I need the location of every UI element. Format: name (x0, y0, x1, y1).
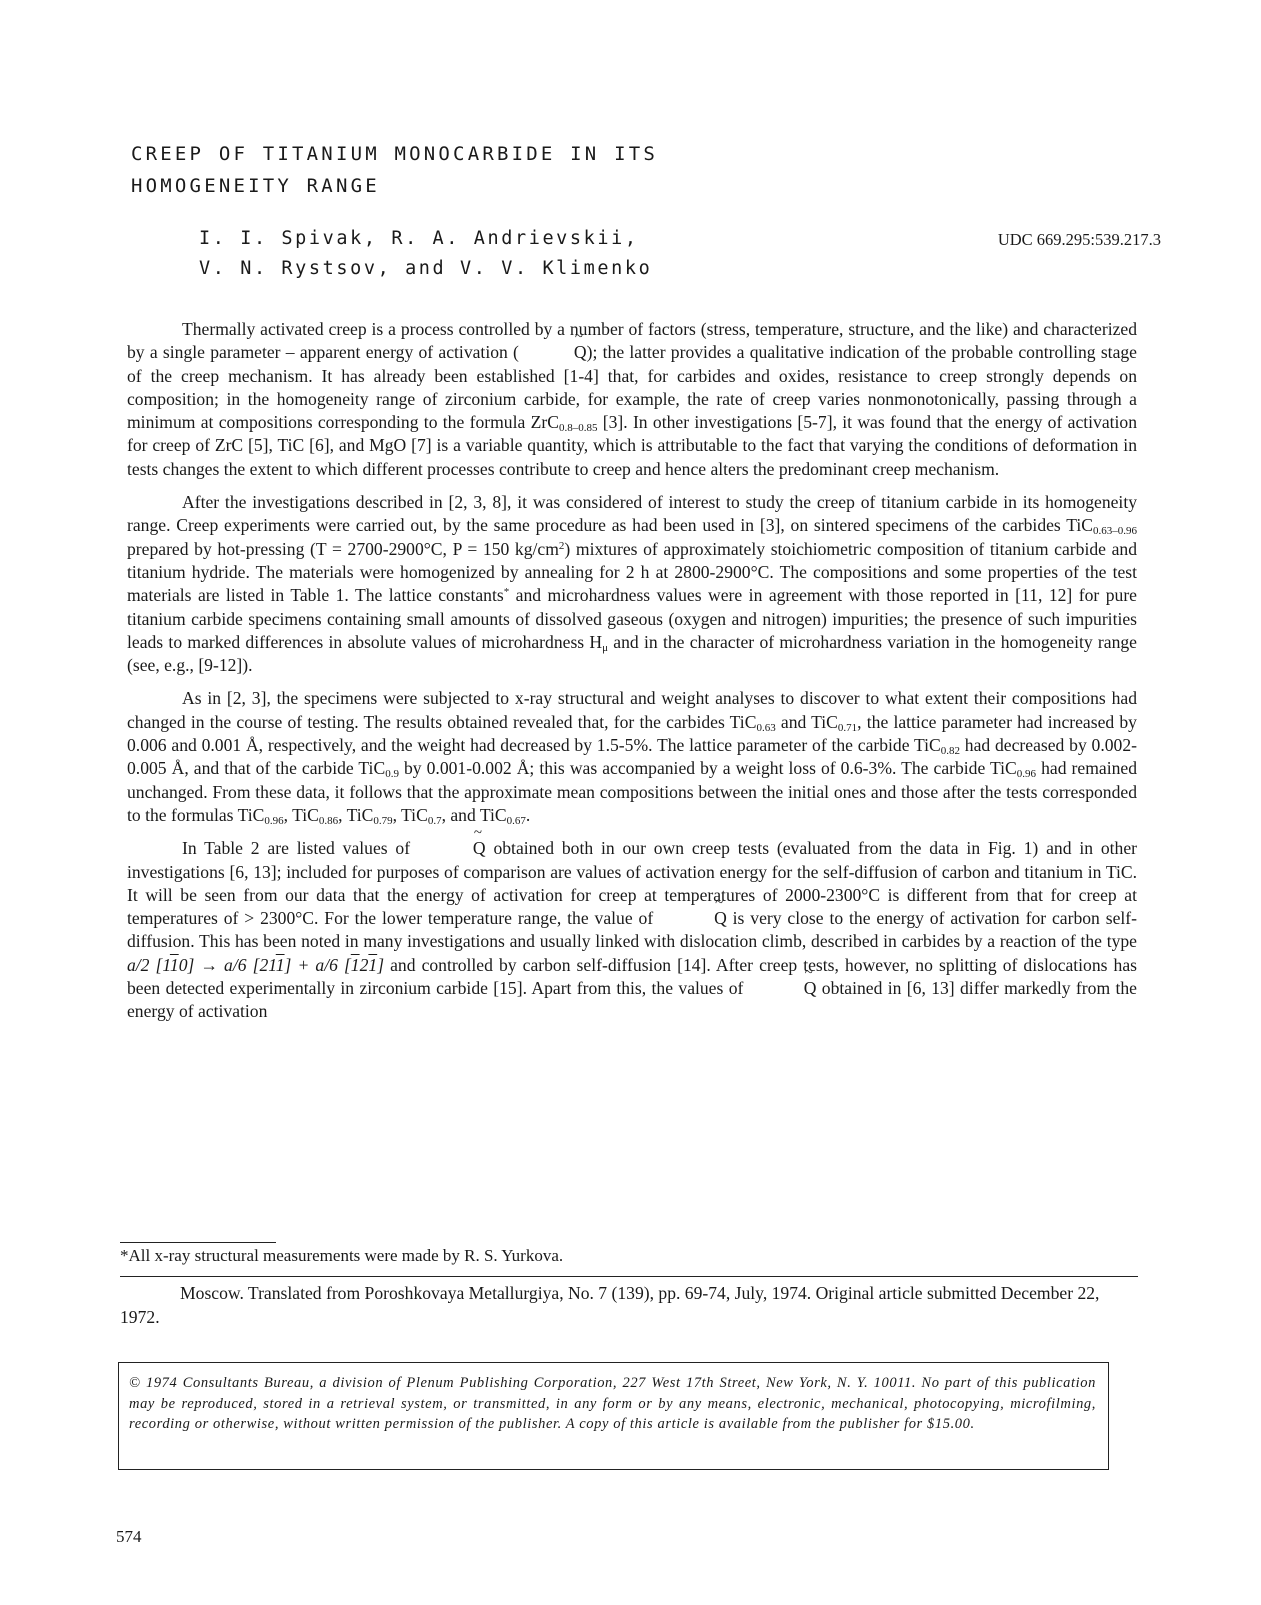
page-number: 574 (116, 1527, 142, 1546)
title-line-2: HOMOGENEITY RANGE (131, 175, 380, 197)
authors-line-2: V. N. Rystsov, and V. V. Klimenko (199, 258, 653, 279)
author-list (199, 224, 652, 284)
title-line-1: CREEP OF TITANIUM MONOCARBIDE IN ITS (131, 143, 659, 165)
article-body (127, 318, 1137, 1034)
footnote: *All x-ray structural measurements were made by R. S. Yurkova. (120, 1246, 564, 1265)
footnote-marker: * (503, 586, 510, 599)
publication-note: Moscow. Translated from Poroshkovaya Metallurgiya, No. 7 (139), pp. 69-74, July, 1974. Original article submitted December 22, 1972. (120, 1283, 1100, 1327)
paragraph-2: After the investigations described in [2, 3, 8], it was considered of interest to study the creep of titanium carbide in its homogeneity range. Creep experiments were carried out, by the same procedure as had been used in [3], on sintered specimens of the carbides TiC$_{0.63-0.96}$ prepared by hot-pressing (T = 2700-2900°C, P = 150 $kg/cm^2$) mixtures of approximately stoichiometric composition of titanium carbide and titanium hydride. The materials were homogenized by annealing for 2 h at 2800-2900°C. The compositions and some properties of the test materials are listed in Table 1. The lattice constants* and microhardness values were in agreement with those reported in [11, 12] for pure titanium carbide specimens containing small amounts of dissolved gaseous (oxygen and nitrogen) impurities; the presence of such impurities leads to marked differences in absolute values of microhardness $H_\mu$ and in the character of microhardness variation in the homogeneity range (see, e.g., [9-12]). (127, 492, 1137, 676)
q-tilde-symbol: ~ Q (418, 837, 486, 860)
udc-code: UDC 669.295:539.217.3 (997, 230, 1161, 249)
article-title (131, 138, 931, 202)
publication-divider (120, 1276, 1138, 1277)
authors-line-1: I. I. Spivak, R. A. Andrievskii, (199, 228, 639, 249)
footnote-divider (120, 1242, 276, 1243)
q-tilde-symbol: ~ Q (749, 977, 817, 1000)
paragraph-4: In Table 2 are listed values of ~ Q obtained both in our own creep tests (evaluated from the data in Fig. 1) and in other investigations [6, 13]; included for purposes of comparison are values of activation energy for the self-diffusion of carbon and titanium in TiC. It will be seen from our data that the energy of activation for creep at temperatures of 2000-2300°C is different from that for creep at temperatures of > 2300°C. For the lower temperature range, the value of ~ Q is very close to the energy of activation for carbon self-diffusion. This has been noted in many investigations and usually linked with dislocation climb, described in carbides by a reaction of the type a/2 [110] → a/6 [211] + a/6 [121] and controlled by carbon self-diffusion [14]. After creep tests, however, no splitting of dislocations has been detected experimentally in zirconium carbide [15]. Apart from this, the values of ~ Q obtained in [6, 13] differ markedly from the energy of activation (127, 837, 1137, 1023)
copyright-notice: © 1974 Consultants Bureau, a division of Plenum Publishing Corporation, 227 West 17th Street, New York, N. Y. 10011. No part of this publication may be reproduced, stored in a retrieval system, or transmitted, in any form or by any means, electronic, mechanical, photocopying, microfilming, recording or otherwise, without written permission of the publisher. A copy of this article is available from the publisher for $15.00. (118, 1362, 1109, 1470)
q-tilde-symbol: ~ Q (659, 907, 727, 930)
paragraph-1: Thermally activated creep is a process controlled by a number of factors (stress, temperature, structure, and the like) and characterized by a single parameter – apparent energy of activation (~ Q); the latter provides a qualitative indication of the probable controlling stage of the creep mechanism. It has already been established [1-4] that, for carbides and oxides, resistance to creep strongly depends on composition; in the homogeneity range of zirconium carbide, for example, the rate of creep varies nonmonotonically, passing through a minimum at compositions corresponding to the formula ZrC$_{0.8-0.85}$ [3]. In other investigations [5-7], it was found that the energy of activation for creep of ZrC [5], TiC [6], and MgO [7] is a variable quantity, which is attributable to the fact that varying the conditions of deformation in tests changes the extent to which different processes contribute to creep and hence alters the predominant creep mechanism. (127, 318, 1137, 481)
q-tilde-symbol: ~ Q (519, 341, 587, 364)
paragraph-3: As in [2, 3], the specimens were subjected to x-ray structural and weight analyses to discover to what extent their compositions had changed in the course of testing. The results obtained revealed that, for the carbides TiC$_{0.63}$ and TiC$_{0.71}$, the lattice parameter had increased by 0.006 and 0.001 Å, respectively, and the weight had decreased by 1.5-5%. The lattice parameter of the carbide TiC$_{0.82}$ had decreased by 0.002-0.005 Å, and that of the carbide TiC$_{0.9}$ by 0.001-0.002 Å; this was accompanied by a weight loss of 0.6-3%. The carbide TiC$_{0.96}$ had remained unchanged. From these data, it follows that the approximate mean compositions between the initial ones and those after the tests corresponded to the formulas TiC$_{0.96}$, TiC$_{0.86}$, TiC$_{0.79}$, TiC$_{0.7}$, and TiC$_{0.67}$. (127, 688, 1137, 827)
